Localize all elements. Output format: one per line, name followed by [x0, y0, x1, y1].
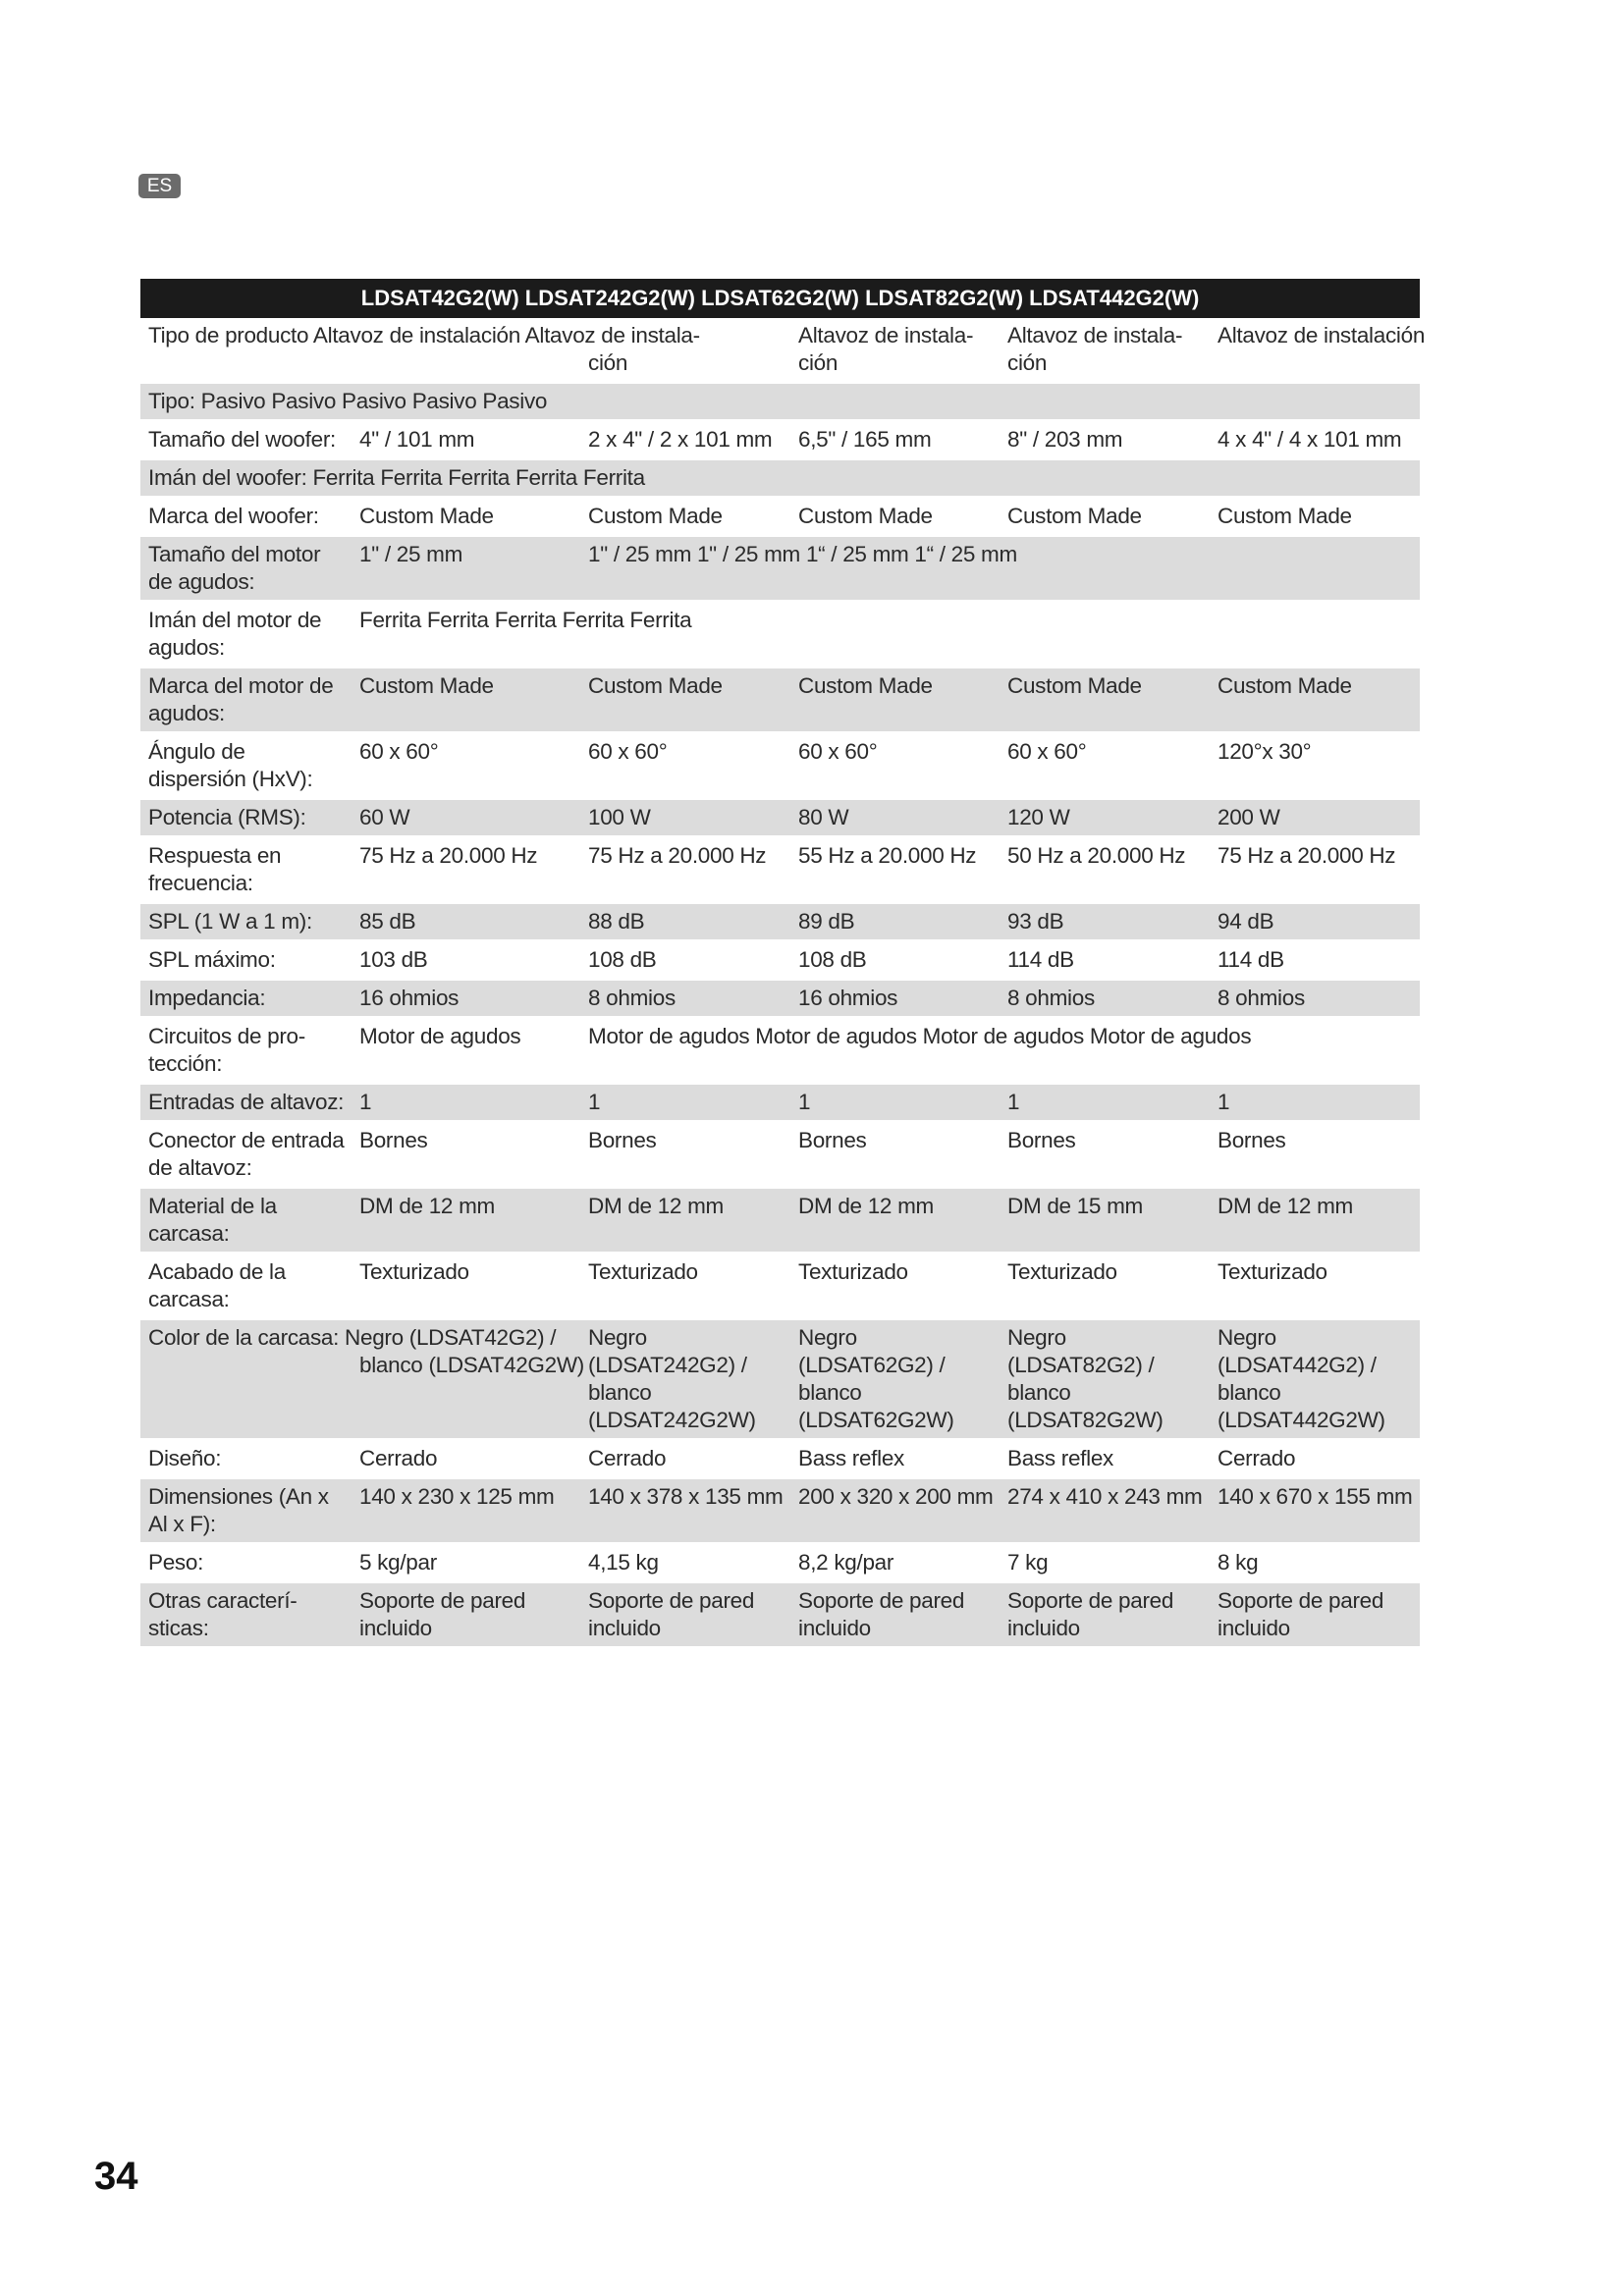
spec-table	[140, 279, 1426, 1649]
table-row	[140, 602, 1420, 667]
table-cell: Custom Made	[1210, 667, 1420, 733]
table-cell: 108 dB	[580, 941, 790, 980]
table-cell: 120°x 30°	[1210, 733, 1420, 799]
table-cell: 60 x 60°	[352, 733, 580, 799]
table-cell: Material de la carcasa:	[140, 1188, 352, 1254]
table-cell: Texturizado	[352, 1254, 580, 1319]
table-cell: Custom Made	[1000, 498, 1210, 536]
table-cell: 1	[580, 1084, 790, 1122]
table-row	[140, 1122, 1420, 1188]
table-cell: 1	[1000, 1084, 1210, 1122]
table-row	[140, 1582, 1420, 1648]
table-cell: 4 x 4" / 4 x 101 mm	[1210, 421, 1420, 459]
table-cell: Tamaño del motor de agudos:	[140, 536, 352, 602]
table-cell: 8 ohmios	[1000, 980, 1210, 1018]
table-cell: Negro (LDSAT242G2) / blanco (LDSAT242G2W)	[580, 1319, 790, 1440]
table-cell: Soporte de pared incluido	[1210, 1582, 1420, 1648]
table-cell: Texturizado	[1000, 1254, 1210, 1319]
table-row	[140, 903, 1420, 941]
table-cell: Texturizado	[790, 1254, 1000, 1319]
table-row	[140, 318, 1420, 383]
table-cell: Imán del motor de agudos:	[140, 602, 352, 667]
table-cell: 103 dB	[352, 941, 580, 980]
table-cell: Altavoz de instala- ción	[790, 318, 1000, 383]
table-cell: 200 W	[1210, 799, 1420, 837]
table-cell: 1	[1210, 1084, 1420, 1122]
table-cell: Negro (LDSAT442G2) / blanco (LDSAT442G2W)	[1210, 1319, 1420, 1440]
table-cell: 93 dB	[1000, 903, 1210, 941]
table-cell: 100 W	[580, 799, 790, 837]
table-cell: Soporte de pared incluido	[580, 1582, 790, 1648]
table-cell: Custom Made	[1000, 667, 1210, 733]
table-row	[140, 980, 1420, 1018]
table-cell: Custom Made	[790, 498, 1000, 536]
table-cell: Custom Made	[352, 667, 580, 733]
table-cell: 114 dB	[1210, 941, 1420, 980]
table-cell: 85 dB	[352, 903, 580, 941]
table-cell: 6,5" / 165 mm	[790, 421, 1000, 459]
table-cell: Cerrado	[580, 1440, 790, 1478]
table-cell: Tipo: Pasivo Pasivo Pasivo Pasivo Pasivo	[140, 383, 1420, 421]
table-row	[140, 667, 1420, 733]
table-cell: Cerrado	[1210, 1440, 1420, 1478]
table-row	[140, 941, 1420, 980]
table-cell: 89 dB	[790, 903, 1000, 941]
table-row	[140, 837, 1420, 903]
table-cell: SPL máximo:	[140, 941, 352, 980]
table-cell: 108 dB	[790, 941, 1000, 980]
table-cell: 55 Hz a 20.000 Hz	[790, 837, 1000, 903]
table-row	[140, 1084, 1420, 1122]
table-cell: 1" / 25 mm 1" / 25 mm 1“ / 25 mm 1“ / 25 mm	[580, 536, 1420, 602]
table-cell: Acabado de la carcasa:	[140, 1254, 352, 1319]
table-cell: 4,15 kg	[580, 1544, 790, 1582]
table-cell: Potencia (RMS):	[140, 799, 352, 837]
table-cell: Circuitos de pro- tección:	[140, 1018, 352, 1084]
table-cell: 274 x 410 x 243 mm	[1000, 1478, 1210, 1544]
table-cell: Motor de agudos	[352, 1018, 580, 1084]
table-row	[140, 1188, 1420, 1254]
table-cell: Imán del woofer: Ferrita Ferrita Ferrita Ferrita Ferrita	[140, 459, 1420, 498]
table-cell: Altavoz de instalación	[1210, 318, 1420, 383]
table-cell: Custom Made	[352, 498, 580, 536]
table-cell: 60 x 60°	[580, 733, 790, 799]
table-cell: Custom Made	[1210, 498, 1420, 536]
language-badge: ES	[138, 174, 181, 198]
table-cell: Custom Made	[790, 667, 1000, 733]
table-cell: Bornes	[790, 1122, 1000, 1188]
table-cell: 16 ohmios	[352, 980, 580, 1018]
table-cell: Bornes	[580, 1122, 790, 1188]
table-cell: Motor de agudos Motor de agudos Motor de agudos Motor de agudos	[580, 1018, 1420, 1084]
table-cell: Altavoz de instala- ción	[1000, 318, 1210, 383]
page-number: 34	[94, 2155, 138, 2198]
table-cell: Tipo de producto Altavoz de instalación Altavoz de instala- ción	[140, 318, 790, 383]
table-cell: 75 Hz a 20.000 Hz	[580, 837, 790, 903]
table-cell: 7 kg	[1000, 1544, 1210, 1582]
table-cell: 50 Hz a 20.000 Hz	[1000, 837, 1210, 903]
table-cell: Tamaño del woofer:	[140, 421, 352, 459]
table-row	[140, 421, 1420, 459]
table-cell: Texturizado	[580, 1254, 790, 1319]
table-cell: Bornes	[352, 1122, 580, 1188]
table-cell: Conector de entrada de altavoz:	[140, 1122, 352, 1188]
table-cell: Cerrado	[352, 1440, 580, 1478]
table-row	[140, 1319, 1420, 1440]
table-cell: Custom Made	[580, 498, 790, 536]
table-row	[140, 383, 1420, 421]
table-cell: 140 x 378 x 135 mm	[580, 1478, 790, 1544]
table-cell: 88 dB	[580, 903, 790, 941]
table-cell: Soporte de pared incluido	[352, 1582, 580, 1648]
table-cell: Diseño:	[140, 1440, 352, 1478]
table-cell: 200 x 320 x 200 mm	[790, 1478, 1000, 1544]
table-cell: Dimensiones (An x Al x F):	[140, 1478, 352, 1544]
table-cell: Marca del woofer:	[140, 498, 352, 536]
table-row	[140, 1018, 1420, 1084]
table-cell: 60 x 60°	[1000, 733, 1210, 799]
table-cell: Impedancia:	[140, 980, 352, 1018]
table-cell: 4" / 101 mm	[352, 421, 580, 459]
table-cell: Negro (LDSAT62G2) / blanco (LDSAT62G2W)	[790, 1319, 1000, 1440]
table-cell: Soporte de pared incluido	[790, 1582, 1000, 1648]
table-cell: 140 x 670 x 155 mm	[1210, 1478, 1420, 1544]
table-cell: Ángulo de dispersión (HxV):	[140, 733, 352, 799]
table-cell: SPL (1 W a 1 m):	[140, 903, 352, 941]
table-cell: Color de la carcasa: Negro (LDSAT42G2) / blanco (LDSAT42G2W)	[140, 1319, 580, 1440]
table-cell: Negro (LDSAT82G2) / blanco (LDSAT82G2W)	[1000, 1319, 1210, 1440]
table-cell: DM de 12 mm	[1210, 1188, 1420, 1254]
table-cell: 80 W	[790, 799, 1000, 837]
table-cell: 5 kg/par	[352, 1544, 580, 1582]
table-cell: Bornes	[1000, 1122, 1210, 1188]
table-cell: Respuesta en frecuencia:	[140, 837, 352, 903]
table-cell: DM de 12 mm	[352, 1188, 580, 1254]
table-cell: Peso:	[140, 1544, 352, 1582]
table-cell: DM de 12 mm	[580, 1188, 790, 1254]
table-cell: DM de 12 mm	[790, 1188, 1000, 1254]
table-cell: 8,2 kg/par	[790, 1544, 1000, 1582]
table-cell: 60 x 60°	[790, 733, 1000, 799]
table-row	[140, 733, 1420, 799]
table-cell: Custom Made	[580, 667, 790, 733]
table-cell: 2 x 4" / 2 x 101 mm	[580, 421, 790, 459]
table-cell: 60 W	[352, 799, 580, 837]
table-cell: 8 ohmios	[1210, 980, 1420, 1018]
table-cell: DM de 15 mm	[1000, 1188, 1210, 1254]
table-cell: Bornes	[1210, 1122, 1420, 1188]
table-cell: 8 ohmios	[580, 980, 790, 1018]
table-row	[140, 536, 1420, 602]
table-row	[140, 459, 1420, 498]
table-cell: 1" / 25 mm	[352, 536, 580, 602]
table-row	[140, 799, 1420, 837]
table-cell: Bass reflex	[1000, 1440, 1210, 1478]
table-cell: 94 dB	[1210, 903, 1420, 941]
table-cell: Bass reflex	[790, 1440, 1000, 1478]
table-cell: 8 kg	[1210, 1544, 1420, 1582]
table-cell: 1	[790, 1084, 1000, 1122]
table-cell: 114 dB	[1000, 941, 1210, 980]
table-cell: 16 ohmios	[790, 980, 1000, 1018]
table-cell: 75 Hz a 20.000 Hz	[352, 837, 580, 903]
table-row	[140, 1478, 1420, 1544]
table-cell: 1	[352, 1084, 580, 1122]
table-cell: Ferrita Ferrita Ferrita Ferrita Ferrita	[352, 602, 1420, 667]
table-header: LDSAT42G2(W) LDSAT242G2(W) LDSAT62G2(W) LDSAT82G2(W) LDSAT442G2(W)	[140, 279, 1420, 318]
table-cell: Otras caracterí- sticas:	[140, 1582, 352, 1648]
table-cell: 75 Hz a 20.000 Hz	[1210, 837, 1420, 903]
table-cell: Soporte de pared incluido	[1000, 1582, 1210, 1648]
table-cell: Texturizado	[1210, 1254, 1420, 1319]
table-row	[140, 1440, 1420, 1478]
table-cell: 140 x 230 x 125 mm	[352, 1478, 580, 1544]
table-row	[140, 1544, 1420, 1582]
table-cell: Entradas de altavoz:	[140, 1084, 352, 1122]
table-cell: Marca del motor de agudos:	[140, 667, 352, 733]
table-cell: 8" / 203 mm	[1000, 421, 1210, 459]
table-row	[140, 1254, 1420, 1319]
table-row	[140, 498, 1420, 536]
table-cell: 120 W	[1000, 799, 1210, 837]
